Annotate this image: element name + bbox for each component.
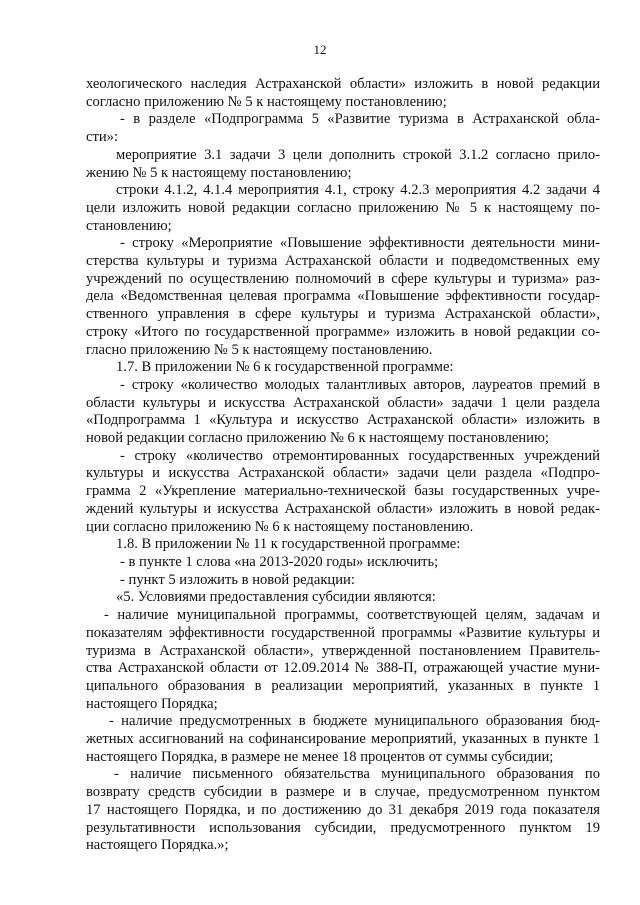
text-line: ципального образования в реализации мероприятий, указанных в пункте 1 <box>86 677 600 694</box>
text-line: ции согласно приложению № 6 к настоящему постановлению. <box>86 518 474 535</box>
text-line: показателям эффективности государственной программы «Развитие культуры и <box>86 624 600 641</box>
text-line: строку «Итого по государственной программе» изложить в новой редакции со- <box>86 323 600 340</box>
text-line: - строку «Мероприятие «Повышение эффективности деятельности мини- <box>120 235 600 252</box>
text-line: - наличие муниципальной программы, соответствующей целям, задачам и <box>104 607 600 624</box>
text-line: - наличие предусмотренных в бюджете муниципального образования бюд- <box>109 713 600 730</box>
text-line: жетных ассигнований на софинансирование мероприятий, указанных в пункте 1 <box>86 731 600 748</box>
text-line: «5. Условиями предоставления субсидии являются: <box>116 589 436 606</box>
text-line: хеологического наследия Астраханской области» изложить в новой редакции <box>86 76 600 92</box>
text-line: ственного управления в сфере культуры и туризма Астраханской области», <box>86 306 600 323</box>
text-line: 1.8. В приложении № 11 к государственной программе: <box>116 536 461 553</box>
text-line: цели изложить новой редакции согласно приложению № 5 к настоящему по- <box>86 199 600 216</box>
text-line: жению № 5 к настоящему постановлению; <box>86 164 352 181</box>
text-line: ства Астраханской области от 12.09.2014 № 388-П, отражающей участие муни- <box>86 660 600 677</box>
text-line: 17 настоящего Порядка, и по достижению до 31 декабря 2019 года показателя <box>86 801 600 818</box>
text-line: дела «Ведомственная целевая программа «Повышение эффективности государ- <box>86 288 600 305</box>
text-line: - строку «количество молодых талантливых авторов, лауреатов премий в <box>120 376 600 393</box>
text-line: сти»: <box>86 129 119 146</box>
text-line: новой редакции согласно приложению № 6 к настоящему постановлению; <box>86 430 549 447</box>
text-line: - наличие письменного обязательства муниципального образования по <box>114 766 600 783</box>
text-line: результативности использования субсидии, предусмотренного пунктом 19 <box>86 819 600 836</box>
text-line: ждений культуры и искусства Астраханской области» изложить в новой редак- <box>86 500 600 517</box>
text-line: мероприятие 3.1 задачи 3 цели дополнить строкой 3.1.2 согласно прило- <box>116 146 600 163</box>
text-line: гласно приложению № 5 к настоящему постановлению. <box>86 341 433 358</box>
text-line: возврату средств субсидии в размере и в случае, предусмотренном пунктом <box>86 784 600 801</box>
text-line: 1.7. В приложении № 6 к государственной программе: <box>116 359 454 376</box>
text-line: туризма в Астраханской области», утвержденной постановлением Правитель- <box>86 642 600 659</box>
text-line: настоящего Порядка.»; <box>86 837 229 854</box>
document-body <box>86 76 600 855</box>
text-line: стерства культуры и туризма Астраханской области и подведомственных ему <box>86 253 600 270</box>
text-line: «Подпрограмма 1 «Культура и искусство Астраханской области» изложить в <box>86 412 600 429</box>
text-line: области культуры и искусства Астраханской области» задачи 1 цели раздела <box>86 394 600 411</box>
text-line: грамма 2 «Укрепление материально-технической базы государственных учре- <box>86 483 600 500</box>
text-line: - в пункте 1 слова «на 2013-2020 годы» исключить; <box>120 553 439 570</box>
text-line: учреждений по осуществлению полномочий в сфере культуры и туризма» раз- <box>86 270 600 287</box>
text-line: согласно приложению № 5 к настоящему постановлению; <box>86 93 447 110</box>
text-line: настоящего Порядка, в размере не менее 18 процентов от суммы субсидии; <box>86 748 554 765</box>
text-line: - строку «количество отремонтированных государственных учреждений <box>120 447 600 464</box>
text-line: настоящего Порядка; <box>86 695 218 712</box>
text-line: - в разделе «Подпрограмма 5 «Развитие туризма в Астраханской обла- <box>120 111 600 128</box>
page-number: 12 <box>313 42 327 57</box>
text-line: становлению; <box>86 217 172 234</box>
text-line: - пункт 5 изложить в новой редакции: <box>120 571 355 588</box>
text-line: культуры и искусства Астраханской области» задачи цели раздела «Подпро- <box>86 465 600 482</box>
text-line: строки 4.1.2, 4.1.4 мероприятия 4.1, строку 4.2.3 мероприятия 4.2 задачи 4 <box>116 182 600 199</box>
